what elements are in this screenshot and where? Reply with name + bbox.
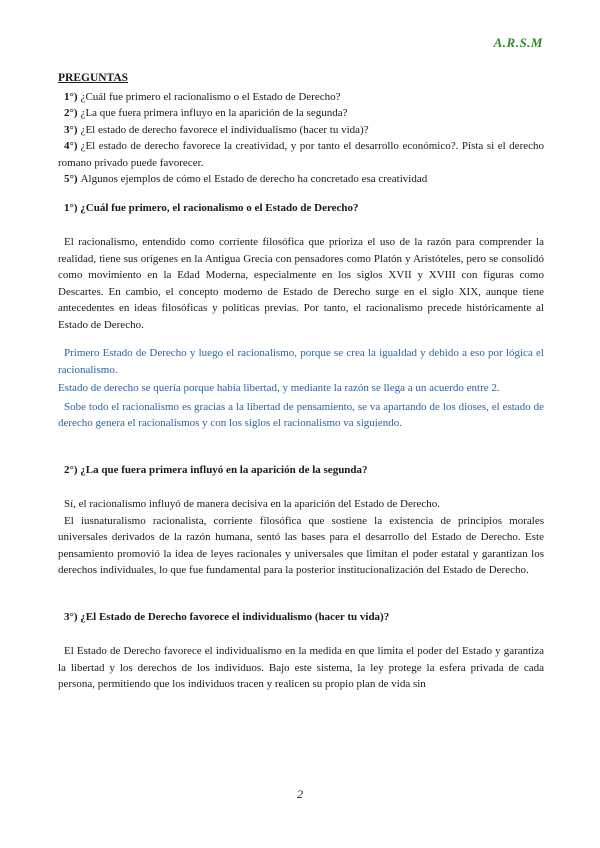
section-2-heading: 2°) ¿La que fuera primera influyó en la aparición de la segunda? xyxy=(64,463,368,476)
question-item-4: 4°) ¿El estado de derecho favorece la creatividad, y por tanto el desarrollo económico?. Pista si el derecho romano privado puede favorecer. xyxy=(58,140,544,169)
author-initials: A.R.S.M xyxy=(493,35,543,50)
questions-title: PREGUNTAS xyxy=(58,72,129,84)
question-item-1: 1°) ¿Cuál fue primero el racionalismo o el Estado de Derecho? xyxy=(64,90,341,103)
section-3-heading: 3°) ¿El Estado de Derecho favorece el individualismo (hacer tu vida)? xyxy=(64,610,390,623)
page-number: 2 xyxy=(297,787,303,801)
section-2-paragraph-2: El iusnaturalismo racionalista, corriente filosófica que sostiene la existencia de principios morales universales derivados de la razón humana, sentó las bases para el desarrollo del Estado de Derecho. Este pensamiento promovió la idea de leyes racionales y universales que limitan el poder estatal y garantizan los derechos individuales, lo que fue fundamental para la posterior institucionalización del Estado de Derecho. xyxy=(58,514,544,576)
question-item-5: 5°) Algunos ejemplos de cómo el Estado de derecho ha concretado esa creatividad xyxy=(64,173,428,185)
questions-list xyxy=(58,89,544,188)
question-item-3: 3°) ¿El estado de derecho favorece el individualismo (hacer tu vida)? xyxy=(64,123,369,136)
section-1-note-3: Sobe todo el racionalismo es gracias a la libertad de pensamiento, se va apartando de los dioses, el estado de derecho genera el racionalismos y con los siglos el racionalismo va siguiendo. xyxy=(58,400,544,429)
section-1-paragraph: El racionalismo, entendido como corriente filosófica que prioriza el uso de la razón para comprender la realidad, tiene sus orígenes en la Antigua Grecia con pensadores como Platón y Aristóteles, pero se consolidó como movimiento en la Edad Moderna, especialmente en los siglos XVII y XVIII con figuras como Descartes. En cambio, el concepto moderno de Estado de Derecho surge en el siglo XIX, aunque tiene antecedentes en ideas filosóficas y políticas previas. Por tanto, el racionalismo precede históricamente al Estado de Derecho. xyxy=(58,236,544,331)
section-1-heading: 1°) ¿Cuál fue primero, el racionalismo o el Estado de Derecho? xyxy=(64,201,359,214)
document-body xyxy=(58,70,544,693)
section-3-paragraph: El Estado de Derecho favorece el individualismo en la medida en que limita el poder del Estado y garantiza la libertad y los derechos de los individuos. Bajo este sistema, la ley protege la esfera privada de cada persona, permitiendo que los individuos tracen y realicen su propio plan de vida sin xyxy=(58,645,544,690)
question-item-2: 2°) ¿La que fuera primera influyo en la aparición de la segunda? xyxy=(64,107,348,119)
section-1-note-2: Estado de derecho se quería porque había libertad, y mediante la razón se llega a un acuerdo entre 2. xyxy=(58,382,500,394)
section-2-paragraph-1: Sí, el racionalismo influyó de manera decisiva en la aparición del Estado de Derecho. xyxy=(64,498,440,510)
section-1-note-1: Primero Estado de Derecho y luego el racionalismo, porque se crea la igualdad y debido a eso por lógica el racionalismo. xyxy=(58,347,544,376)
